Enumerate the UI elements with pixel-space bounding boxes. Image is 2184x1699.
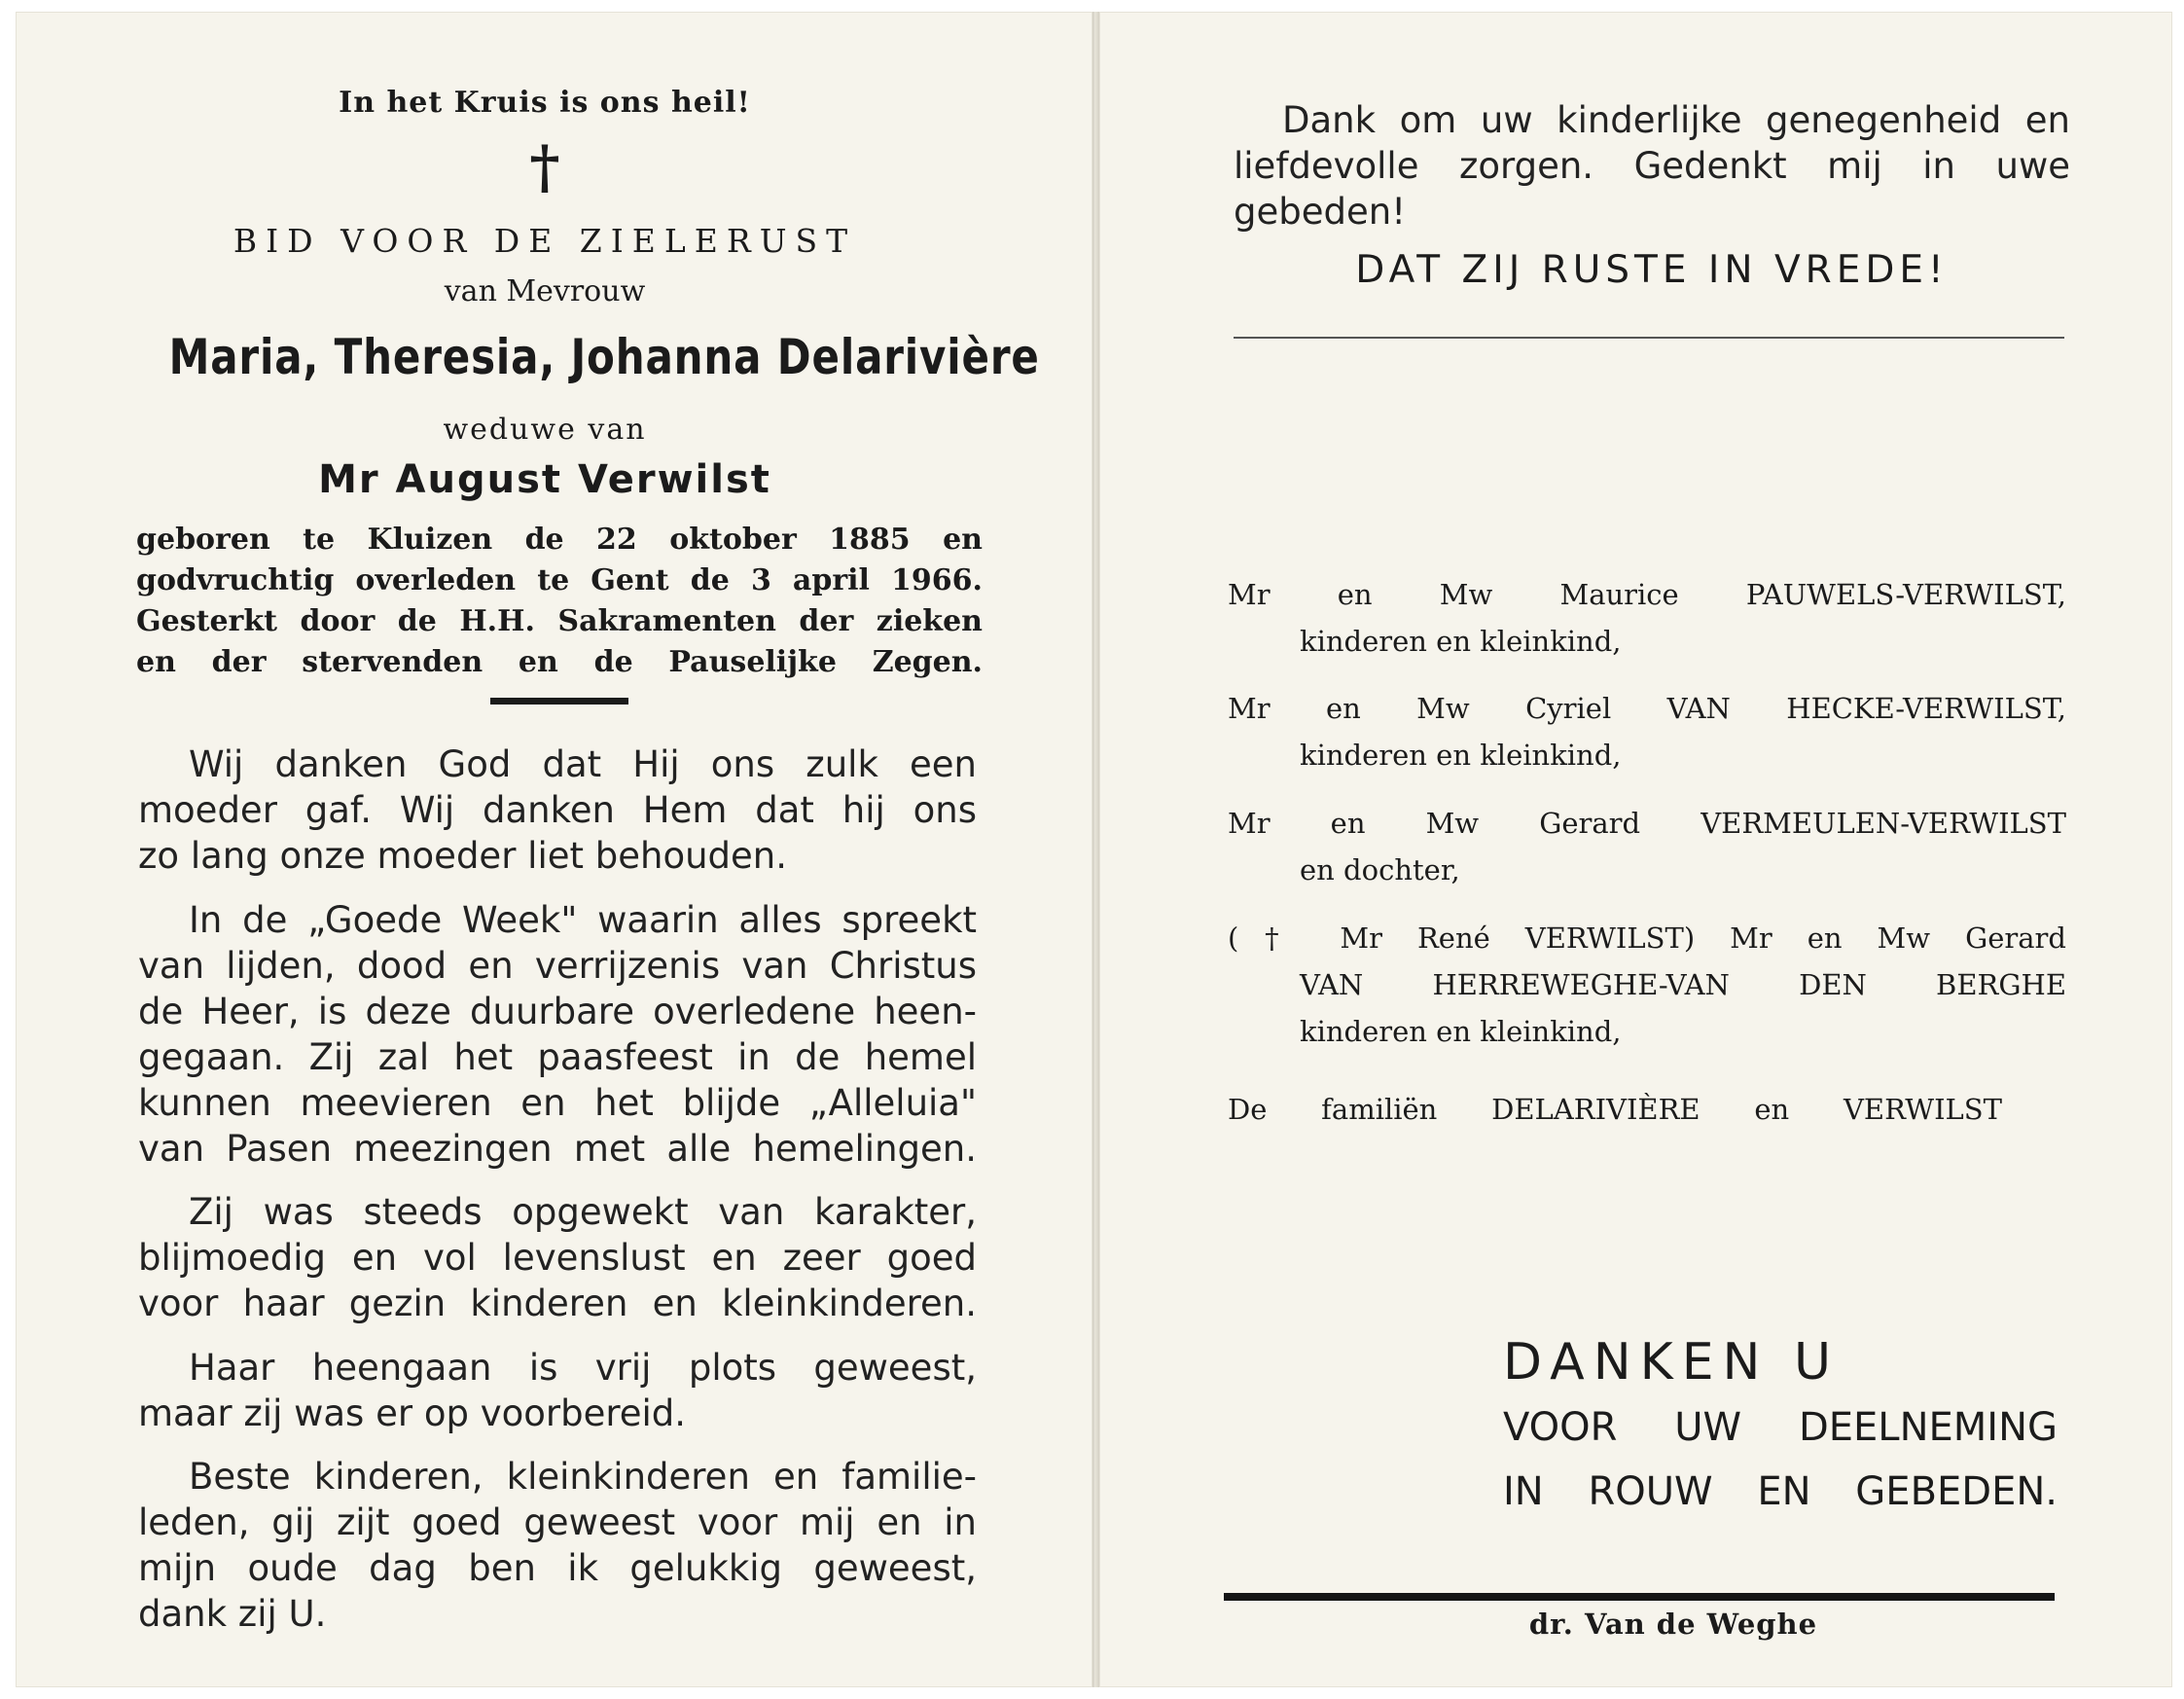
gratitude-paragraph [1234, 97, 2070, 235]
para-line: In de „Goede Week" waarin alles spreekt [189, 899, 977, 941]
para-line: kunnen meevieren en het blijde „Alleluia" [138, 1082, 977, 1124]
thin-divider [1234, 337, 2064, 339]
para-line: dank zij U. [138, 1593, 327, 1635]
para-line: van lijden, dood en verrijzenis van Christus [138, 945, 977, 987]
para-line: van Pasen meezingen met alle hemelingen. [138, 1128, 977, 1170]
family-line: kinderen en kleinkind, [1300, 625, 1622, 658]
family-line: kinderen en kleinkind, [1300, 1015, 1622, 1048]
para-line: Beste kinderen, kleinkinderen en familie- [189, 1456, 977, 1498]
paragraph-goede-week [138, 897, 977, 1172]
para-line: mijn oude dag ben ik gelukkig geweest, [138, 1547, 977, 1589]
para-line: moeder gaf. Wij danken Hem dat hij ons [138, 789, 977, 831]
thanks-line: VOOR UW DEELNEMING [1503, 1405, 2058, 1450]
family-line: VAN HERREWEGHE-VAN DEN BERGHE [1300, 968, 2066, 1001]
motto: In het Kruis is ons heil! [339, 86, 751, 120]
family-entry [1228, 800, 2066, 893]
para-line: leden, gij zijt goed geweest voor mij en in [138, 1501, 977, 1543]
thanks-heading: DANKEN U [1503, 1333, 1841, 1392]
family-line: kinderen en kleinkind, [1300, 739, 1622, 772]
printer-credit: dr. Van de Weghe [1528, 1608, 1818, 1641]
family-line: De familiën DELARIVIÈRE en VERWILST [1228, 1093, 2002, 1126]
para-line: de Heer, is deze duurbare overledene heen- [138, 991, 977, 1032]
para-line: liefdevolle zorgen. Gedenkt mij in uwe [1234, 145, 2070, 187]
family-line: († Mr René VERWILST) Mr en Mw Gerard [1228, 922, 2066, 955]
short-divider [490, 698, 628, 705]
thanks-line: IN ROUW EN GEBEDEN. [1503, 1469, 2058, 1514]
thick-divider [1224, 1593, 2055, 1601]
paragraph-thanks-god [138, 741, 977, 879]
para-line: gebeden! [1234, 191, 1407, 233]
thanks-lines [1503, 1395, 2058, 1524]
van-mevrouw: van Mevrouw [444, 274, 646, 308]
husband-name: Mr August Verwilst [318, 457, 771, 502]
para-line: Zij was steeds opgewekt van karakter, [189, 1191, 977, 1233]
biography [136, 520, 983, 683]
cross-icon: † [529, 133, 560, 201]
para-line: Wij danken God dat Hij ons zulk een [189, 743, 977, 785]
para-line: voor haar gezin kinderen en kleinkinderen. [138, 1283, 977, 1324]
widow-of: weduwe van [443, 413, 647, 447]
para-line: zo lang onze moeder liet behouden. [138, 835, 788, 877]
bio-line: geboren te Kluizen de 22 oktober 1885 en [136, 523, 983, 557]
card-fold [1092, 12, 1099, 1687]
para-line: Dank om uw kinderlijke genegenheid en [1282, 99, 2070, 141]
paragraph-character [138, 1189, 977, 1326]
para-line: Haar heengaan is vrij plots geweest, [189, 1347, 977, 1389]
para-line: maar zij was er op voorbereid. [138, 1392, 687, 1434]
deceased-name: Maria, Theresia, Johanna Delarivière [168, 329, 1040, 385]
family-line: Mr en Mw Gerard VERMEULEN-VERWILST [1228, 807, 2066, 840]
para-line: gegaan. Zij zal het paasfeest in de hemel [138, 1036, 977, 1078]
family-line: Mr en Mw Maurice PAUWELS-VERWILST, [1228, 578, 2066, 611]
bio-line: en der stervenden en de Pauselijke Zegen. [136, 645, 983, 679]
family-line: en dochter, [1300, 853, 1460, 886]
family-entry [1228, 571, 2066, 665]
paragraph-passing [138, 1345, 977, 1436]
prayer-heading: BID VOOR DE ZIELERUST [233, 222, 857, 260]
family-entry [1228, 1086, 2002, 1133]
family-line: Mr en Mw Cyriel VAN HECKE-VERWILST, [1228, 692, 2066, 725]
paragraph-farewell [138, 1454, 977, 1637]
para-line: blijmoedig en vol levenslust en zeer goed [138, 1237, 977, 1279]
rest-in-peace: DAT ZIJ RUSTE IN VREDE! [1355, 248, 1949, 292]
family-entry [1228, 915, 2066, 1055]
bio-line: Gesterkt door de H.H. Sakramenten der zieken [136, 604, 983, 638]
bio-line: godvruchtig overleden te Gent de 3 april 1966. [136, 563, 983, 597]
family-entry [1228, 685, 2066, 778]
